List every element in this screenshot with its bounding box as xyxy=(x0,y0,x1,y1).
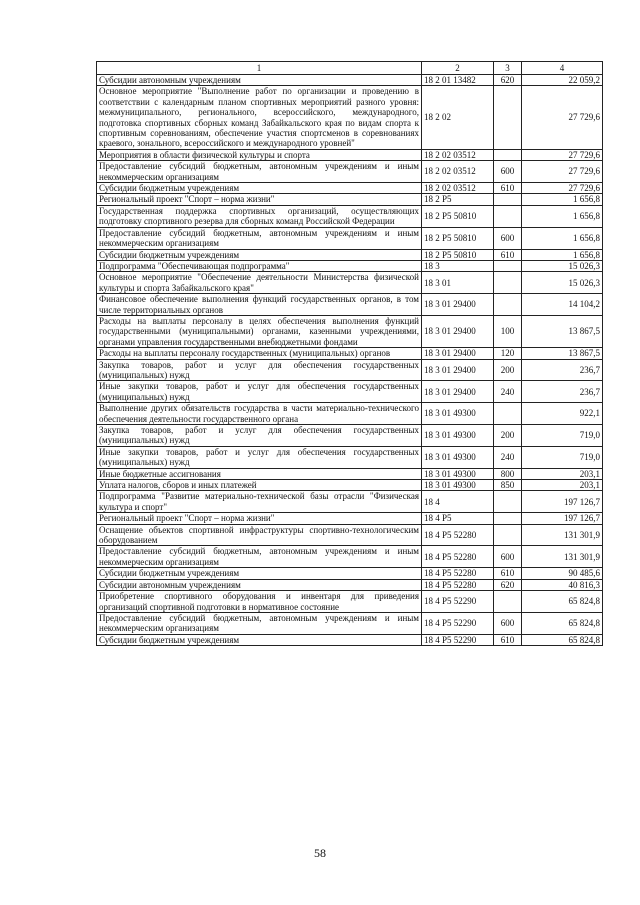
row-expense-type: 610 xyxy=(494,568,522,579)
row-name: Уплата налогов, сборов и иных платежей xyxy=(97,480,422,491)
row-amount: 1 656,8 xyxy=(522,249,603,260)
row-code: 18 4 P5 52280 xyxy=(422,579,494,590)
row-expense-type: 120 xyxy=(494,348,522,359)
row-code: 18 2 P5 50810 xyxy=(422,249,494,260)
header-col-1: 1 xyxy=(97,62,422,75)
budget-table xyxy=(96,61,603,646)
table-row xyxy=(97,149,603,160)
row-expense-type xyxy=(494,513,522,524)
table-row xyxy=(97,425,603,447)
table-row xyxy=(97,480,603,491)
row-name: Субсидии бюджетным учреждениям xyxy=(97,249,422,260)
row-code: 18 3 01 49300 xyxy=(422,468,494,479)
row-expense-type: 240 xyxy=(494,446,522,468)
row-name: Финансовое обеспечение выполнения функций государственных органов, в том числе территориальных органов xyxy=(97,294,422,316)
table-row xyxy=(97,227,603,249)
row-name: Субсидии автономным учреждениям xyxy=(97,579,422,590)
row-amount: 13 867,5 xyxy=(522,315,603,347)
row-name: Иные бюджетные ассигнования xyxy=(97,468,422,479)
row-name: Выполнение других обязательств государства в части материально-технического обеспечения деятельности государственного органа xyxy=(97,403,422,425)
row-expense-type: 600 xyxy=(494,612,522,634)
row-expense-type: 620 xyxy=(494,75,522,86)
row-amount: 719,0 xyxy=(522,446,603,468)
row-code: 18 4 P5 52280 xyxy=(422,546,494,568)
row-code: 18 2 P5 50810 xyxy=(422,205,494,227)
table-row xyxy=(97,75,603,86)
row-code: 18 2 02 xyxy=(422,86,494,149)
row-code: 18 2 P5 50810 xyxy=(422,227,494,249)
table-row xyxy=(97,249,603,260)
row-amount: 15 026,3 xyxy=(522,272,603,294)
row-name: Субсидии бюджетным учреждениям xyxy=(97,634,422,645)
row-expense-type: 610 xyxy=(494,634,522,645)
table-row xyxy=(97,468,603,479)
row-name: Предоставление субсидий бюджетным, автономным учреждениям и иным некоммерческим организациям xyxy=(97,612,422,634)
row-code: 18 2 02 03512 xyxy=(422,183,494,194)
row-expense-type: 850 xyxy=(494,480,522,491)
table-row xyxy=(97,272,603,294)
row-expense-type xyxy=(494,491,522,513)
table-row xyxy=(97,381,603,403)
row-amount: 1 656,8 xyxy=(522,205,603,227)
row-name: Расходы на выплаты персоналу государственных (муниципальных) органов xyxy=(97,348,422,359)
row-name: Расходы на выплаты персоналу в целях обеспечения выполнения функций государственными (муниципальными) органами, казенными учреждениями, органами управления государственными внебюджетными фондами xyxy=(97,315,422,347)
row-amount: 90 485,6 xyxy=(522,568,603,579)
table-row xyxy=(97,634,603,645)
table-row xyxy=(97,612,603,634)
row-code: 18 3 01 29400 xyxy=(422,381,494,403)
row-name: Предоставление субсидий бюджетным, автономным учреждениям и иным некоммерческим организациям xyxy=(97,546,422,568)
row-amount: 1 656,8 xyxy=(522,227,603,249)
row-amount: 131 301,9 xyxy=(522,524,603,546)
row-amount: 65 824,8 xyxy=(522,612,603,634)
row-amount: 14 104,2 xyxy=(522,294,603,316)
row-expense-type xyxy=(494,294,522,316)
row-code: 18 3 01 49300 xyxy=(422,425,494,447)
row-amount: 1 656,8 xyxy=(522,194,603,205)
row-amount: 922,1 xyxy=(522,403,603,425)
row-amount: 236,7 xyxy=(522,381,603,403)
row-code: 18 2 01 13482 xyxy=(422,75,494,86)
row-code: 18 3 01 xyxy=(422,272,494,294)
table-row xyxy=(97,315,603,347)
row-code: 18 3 01 29400 xyxy=(422,294,494,316)
row-expense-type: 610 xyxy=(494,183,522,194)
row-code: 18 4 P5 xyxy=(422,513,494,524)
row-name: Государственная поддержка спортивных организаций, осуществляющих подготовку спортивного резерва для сборных команд Российской Федерации xyxy=(97,205,422,227)
table-row xyxy=(97,491,603,513)
row-code: 18 4 xyxy=(422,491,494,513)
row-name: Предоставление субсидий бюджетным, автономным учреждениям и иным некоммерческим организациям xyxy=(97,161,422,183)
row-amount: 236,7 xyxy=(522,359,603,381)
row-name: Подпрограмма "Развитие материально-технической базы отрасли "Физическая культура и спорт" xyxy=(97,491,422,513)
row-amount: 65 824,8 xyxy=(522,634,603,645)
table-row xyxy=(97,591,603,613)
row-code: 18 4 P5 52280 xyxy=(422,524,494,546)
row-expense-type: 100 xyxy=(494,315,522,347)
row-name: Региональный проект "Спорт – норма жизни" xyxy=(97,513,422,524)
row-code: 18 4 P5 52280 xyxy=(422,568,494,579)
row-expense-type xyxy=(494,86,522,149)
row-expense-type: 610 xyxy=(494,249,522,260)
table-row xyxy=(97,513,603,524)
row-amount: 27 729,6 xyxy=(522,86,603,149)
table-row xyxy=(97,86,603,149)
row-expense-type xyxy=(494,403,522,425)
header-row xyxy=(97,62,603,75)
row-amount: 719,0 xyxy=(522,425,603,447)
row-expense-type xyxy=(494,205,522,227)
row-name: Субсидии автономным учреждениям xyxy=(97,75,422,86)
row-amount: 27 729,6 xyxy=(522,161,603,183)
row-expense-type: 620 xyxy=(494,579,522,590)
row-amount: 15 026,3 xyxy=(522,260,603,271)
row-code: 18 3 01 49300 xyxy=(422,403,494,425)
row-expense-type xyxy=(494,260,522,271)
row-name: Субсидии бюджетным учреждениям xyxy=(97,183,422,194)
row-code: 18 3 xyxy=(422,260,494,271)
row-amount: 13 867,5 xyxy=(522,348,603,359)
row-expense-type: 240 xyxy=(494,381,522,403)
row-name: Иные закупки товаров, работ и услуг для обеспечения государственных (муниципальных) нужд xyxy=(97,381,422,403)
row-amount: 197 126,7 xyxy=(522,513,603,524)
row-expense-type xyxy=(494,194,522,205)
row-name: Подпрограмма "Обеспечивающая подпрограмма" xyxy=(97,260,422,271)
row-name: Закупка товаров, работ и услуг для обеспечения государственных (муниципальных) нужд xyxy=(97,359,422,381)
table-row xyxy=(97,403,603,425)
row-name: Приобретение спортивного оборудования и инвентаря для приведения организаций спортивной подготовки в нормативное состояние xyxy=(97,591,422,613)
row-amount: 203,1 xyxy=(522,468,603,479)
row-expense-type xyxy=(494,149,522,160)
row-name: Закупка товаров, работ и услуг для обеспечения государственных (муниципальных) нужд xyxy=(97,425,422,447)
row-name: Предоставление субсидий бюджетным, автономным учреждениям и иным некоммерческим организациям xyxy=(97,227,422,249)
header-col-3: 3 xyxy=(494,62,522,75)
row-amount: 203,1 xyxy=(522,480,603,491)
table-row xyxy=(97,294,603,316)
row-name: Субсидии бюджетным учреждениям xyxy=(97,568,422,579)
row-expense-type xyxy=(494,591,522,613)
table-row xyxy=(97,359,603,381)
row-name: Региональный проект "Спорт – норма жизни" xyxy=(97,194,422,205)
table-row xyxy=(97,568,603,579)
row-expense-type: 800 xyxy=(494,468,522,479)
row-name: Основное мероприятие "Выполнение работ по организации и проведению в соответствии с календарным планом спортивных мероприятий разного уровня: межмуниципального, регионального, всероссийского, международного, подготовка спортивных сборных команд Забайкальского края по видам спорта к спортивным соревнованиям, обеспечение участия спортсменов в соревнованиях краевого, зонального, всероссийского и международного уровней" xyxy=(97,86,422,149)
table-row xyxy=(97,524,603,546)
row-expense-type: 600 xyxy=(494,546,522,568)
table-row xyxy=(97,205,603,227)
row-expense-type xyxy=(494,524,522,546)
row-expense-type: 600 xyxy=(494,161,522,183)
table-row xyxy=(97,194,603,205)
table-row xyxy=(97,260,603,271)
table-row xyxy=(97,348,603,359)
row-name: Мероприятия в области физической культуры и спорта xyxy=(97,149,422,160)
row-expense-type: 200 xyxy=(494,359,522,381)
row-amount: 40 816,3 xyxy=(522,579,603,590)
table-row xyxy=(97,446,603,468)
row-code: 18 3 01 29400 xyxy=(422,359,494,381)
row-code: 18 2 P5 xyxy=(422,194,494,205)
header-col-4: 4 xyxy=(522,62,603,75)
table-body xyxy=(97,75,603,646)
row-expense-type: 200 xyxy=(494,425,522,447)
row-amount: 197 126,7 xyxy=(522,491,603,513)
row-expense-type: 600 xyxy=(494,227,522,249)
row-code: 18 3 01 49300 xyxy=(422,446,494,468)
row-code: 18 4 P5 52290 xyxy=(422,634,494,645)
row-code: 18 3 01 29400 xyxy=(422,315,494,347)
row-amount: 131 301,9 xyxy=(522,546,603,568)
row-amount: 22 059,2 xyxy=(522,75,603,86)
table-row xyxy=(97,579,603,590)
row-amount: 65 824,8 xyxy=(522,591,603,613)
table-row xyxy=(97,546,603,568)
row-code: 18 4 P5 52290 xyxy=(422,591,494,613)
row-expense-type xyxy=(494,272,522,294)
table-row xyxy=(97,161,603,183)
row-code: 18 3 01 29400 xyxy=(422,348,494,359)
row-name: Оснащение объектов спортивной инфраструктуры спортивно-технологическим оборудованием xyxy=(97,524,422,546)
row-code: 18 2 02 03512 xyxy=(422,161,494,183)
row-name: Основное мероприятие "Обеспечение деятельности Министерства физической культуры и спорта Забайкальского края" xyxy=(97,272,422,294)
table-row xyxy=(97,183,603,194)
row-code: 18 2 02 03512 xyxy=(422,149,494,160)
header-col-2: 2 xyxy=(422,62,494,75)
row-amount: 27 729,6 xyxy=(522,183,603,194)
row-code: 18 4 P5 52290 xyxy=(422,612,494,634)
page-number: 58 xyxy=(314,846,326,860)
row-code: 18 3 01 49300 xyxy=(422,480,494,491)
row-amount: 27 729,6 xyxy=(522,149,603,160)
row-name: Иные закупки товаров, работ и услуг для обеспечения государственных (муниципальных) нужд xyxy=(97,446,422,468)
